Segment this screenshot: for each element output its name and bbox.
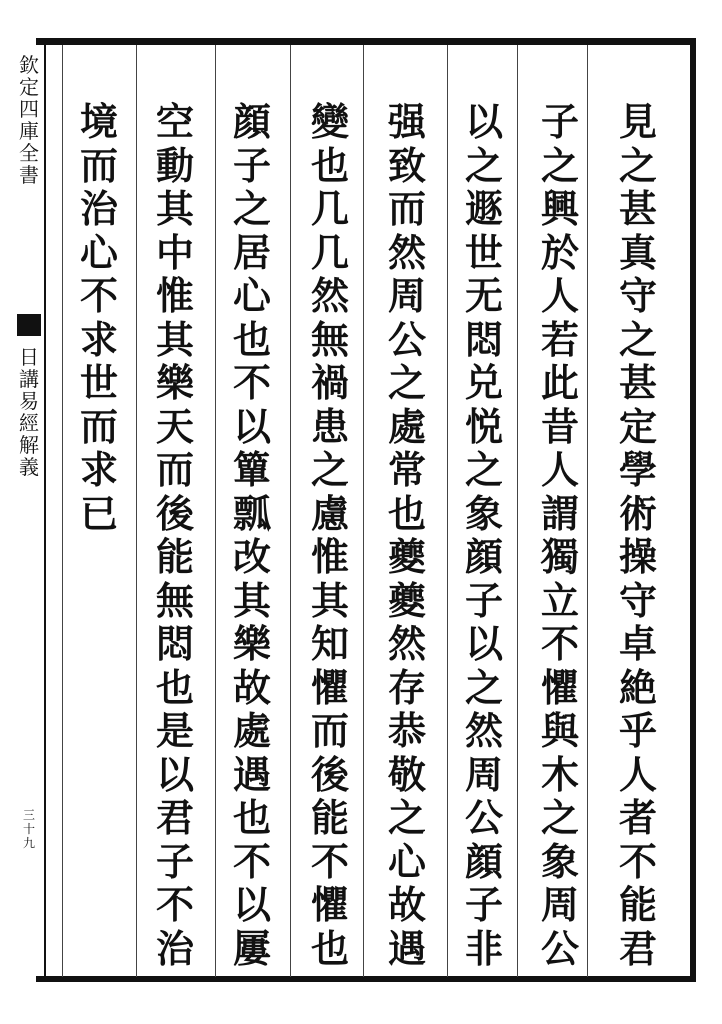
text-char: 無 (310, 316, 349, 362)
text-char: 象 (540, 838, 579, 884)
frame-bottom-border (36, 976, 696, 982)
column-rule (62, 45, 63, 977)
text-char: 以 (155, 751, 194, 797)
text-char: 故 (387, 882, 426, 927)
text-char: 君 (618, 925, 657, 971)
margin-char: 庫 (19, 119, 39, 143)
text-char: 不 (310, 838, 349, 884)
text-char: 不 (232, 838, 271, 884)
text-char: 然 (387, 621, 426, 666)
text-char: 守 (618, 273, 657, 318)
text-char: 操 (618, 534, 657, 579)
text-column-3 (457, 100, 511, 970)
text-char: 悶 (155, 621, 194, 666)
text-char: 顔 (464, 838, 503, 884)
text-char: 之 (464, 447, 503, 492)
text-char: 不 (618, 838, 657, 884)
text-char: 也 (155, 664, 194, 710)
text-char: 其 (155, 186, 194, 231)
margin-char: 九 (22, 836, 35, 850)
text-char: 守 (618, 577, 657, 623)
text-char: 者 (618, 795, 657, 840)
text-char: 心 (79, 229, 118, 275)
text-char: 甚 (618, 360, 657, 405)
text-char: 之 (387, 360, 426, 405)
text-char: 獨 (540, 534, 579, 579)
text-char: 也 (387, 490, 426, 536)
margin-char: 日 (19, 345, 39, 369)
text-column-1 (611, 100, 665, 970)
text-char: 而 (310, 708, 349, 753)
margin-char: 經 (19, 411, 39, 435)
margin-char: 十 (22, 822, 35, 836)
text-char: 此 (540, 360, 579, 405)
volume-title (14, 346, 44, 478)
text-char: 敬 (387, 751, 426, 797)
text-char: 定 (618, 403, 657, 449)
book-title (14, 54, 44, 186)
text-char: 而 (155, 447, 194, 492)
text-char: 世 (79, 360, 118, 405)
text-char: 變 (310, 99, 349, 144)
margin-char: 欽 (19, 53, 39, 77)
text-char: 遇 (232, 751, 271, 797)
text-char: 之 (540, 142, 579, 188)
text-char: 然 (387, 229, 426, 275)
text-char: 几 (310, 229, 349, 275)
text-char: 若 (540, 316, 579, 362)
margin-char: 三 (22, 808, 35, 822)
text-char: 公 (540, 925, 579, 971)
text-char: 樂 (155, 360, 194, 405)
text-char: 兑 (464, 360, 503, 405)
text-char: 存 (387, 664, 426, 710)
text-char: 不 (79, 273, 118, 318)
text-column-6 (225, 100, 279, 970)
text-char: 悶 (464, 316, 503, 362)
text-char: 之 (618, 316, 657, 362)
margin-char: 全 (19, 141, 39, 165)
text-char: 也 (232, 316, 271, 362)
text-char: 之 (310, 447, 349, 492)
text-char: 慮 (310, 490, 349, 536)
text-char: 君 (155, 795, 194, 840)
text-char: 見 (618, 99, 657, 144)
text-char: 術 (618, 490, 657, 536)
text-char: 不 (232, 360, 271, 405)
text-char: 之 (464, 664, 503, 710)
frame-left-border (44, 45, 46, 977)
text-char: 无 (464, 273, 503, 318)
text-char: 遇 (387, 925, 426, 971)
text-char: 悦 (464, 403, 503, 449)
text-char: 學 (618, 447, 657, 492)
column-rule (136, 45, 137, 977)
text-char: 絶 (618, 664, 657, 710)
text-char: 卓 (618, 621, 657, 666)
text-char: 空 (155, 99, 194, 144)
text-column-5 (303, 100, 357, 970)
text-char: 也 (310, 142, 349, 188)
text-char: 而 (79, 403, 118, 449)
text-char: 後 (155, 490, 194, 536)
text-char: 簞 (232, 447, 271, 492)
text-char: 境 (79, 99, 118, 144)
text-column-2 (533, 100, 587, 970)
text-char: 公 (387, 316, 426, 362)
text-char: 子 (232, 142, 271, 188)
text-char: 以 (232, 882, 271, 927)
text-char: 懼 (310, 882, 349, 927)
text-char: 周 (464, 751, 503, 797)
margin-char: 義 (19, 455, 39, 479)
text-char: 屢 (232, 925, 271, 971)
column-rule (517, 45, 518, 977)
text-char: 之 (387, 795, 426, 840)
text-char: 恭 (387, 708, 426, 753)
margin-char: 書 (19, 163, 39, 187)
text-char: 木 (540, 751, 579, 797)
text-char: 遯 (464, 186, 503, 231)
text-char: 然 (464, 708, 503, 753)
text-column-4 (380, 100, 434, 970)
text-char: 後 (310, 751, 349, 797)
column-rule (215, 45, 216, 977)
text-char: 之 (232, 186, 271, 231)
text-char: 改 (232, 534, 271, 579)
text-char: 以 (232, 403, 271, 449)
text-char: 不 (540, 621, 579, 666)
text-char: 無 (155, 577, 194, 623)
text-char: 以 (464, 621, 503, 666)
text-char: 子 (155, 838, 194, 884)
text-char: 人 (618, 751, 657, 797)
text-char: 而 (387, 186, 426, 231)
text-char: 能 (155, 534, 194, 579)
text-char: 心 (387, 838, 426, 884)
frame-right-border (690, 38, 696, 982)
text-char: 之 (540, 795, 579, 840)
text-char: 治 (79, 186, 118, 231)
text-char: 中 (155, 229, 194, 275)
text-char: 世 (464, 229, 503, 275)
text-char: 常 (387, 447, 426, 492)
text-char: 夔 (387, 534, 426, 579)
text-char: 顔 (464, 534, 503, 579)
margin-char: 講 (19, 367, 39, 391)
text-char: 求 (79, 447, 118, 492)
column-rule (363, 45, 364, 977)
text-char: 然 (310, 273, 349, 318)
page-number (14, 808, 44, 850)
text-char: 謂 (540, 490, 579, 536)
text-char: 居 (232, 229, 271, 275)
text-char: 處 (232, 708, 271, 753)
text-char: 懼 (540, 664, 579, 710)
text-char: 治 (155, 925, 194, 971)
text-char: 真 (618, 229, 657, 275)
text-char: 其 (232, 577, 271, 623)
text-char: 與 (540, 708, 579, 753)
text-char: 立 (540, 577, 579, 623)
text-char: 周 (540, 882, 579, 927)
text-char: 夔 (387, 577, 426, 623)
text-char: 能 (310, 795, 349, 840)
text-char: 天 (155, 403, 194, 449)
text-char: 顔 (232, 99, 271, 144)
margin-char: 定 (19, 75, 39, 99)
text-char: 知 (310, 621, 349, 666)
text-char: 子 (540, 99, 579, 144)
column-rule (587, 45, 588, 977)
text-char: 子 (464, 882, 503, 927)
fishtail-mark (17, 314, 41, 336)
text-char: 而 (79, 142, 118, 188)
text-char: 周 (387, 273, 426, 318)
margin-char: 四 (19, 97, 39, 121)
text-char: 於 (540, 229, 579, 275)
text-char: 心 (232, 273, 271, 318)
text-char: 處 (387, 403, 426, 449)
text-char: 興 (540, 186, 579, 231)
text-char: 之 (618, 142, 657, 188)
text-char: 也 (232, 795, 271, 840)
text-char: 之 (464, 142, 503, 188)
text-char: 也 (310, 925, 349, 971)
text-char: 能 (618, 882, 657, 927)
text-char: 患 (310, 403, 349, 449)
text-char: 禍 (310, 360, 349, 405)
text-char: 非 (464, 925, 503, 971)
text-char: 强 (387, 99, 426, 144)
text-char: 已 (79, 490, 118, 536)
column-rule (447, 45, 448, 977)
text-column-8 (72, 100, 126, 970)
text-char: 以 (464, 99, 503, 144)
text-char: 昔 (540, 403, 579, 449)
page-margin (14, 46, 44, 976)
text-column-7 (148, 100, 202, 970)
text-char: 人 (540, 447, 579, 492)
text-char: 子 (464, 577, 503, 623)
text-char: 其 (155, 316, 194, 362)
text-char: 几 (310, 186, 349, 231)
column-rule (290, 45, 291, 977)
text-char: 故 (232, 664, 271, 710)
text-char: 其 (310, 577, 349, 623)
text-char: 致 (387, 142, 426, 188)
text-char: 求 (79, 316, 118, 362)
text-char: 動 (155, 142, 194, 188)
text-char: 甚 (618, 186, 657, 231)
text-char: 象 (464, 490, 503, 536)
text-char: 是 (155, 708, 194, 753)
margin-char: 解 (19, 433, 39, 457)
text-char: 人 (540, 273, 579, 318)
text-char: 不 (155, 882, 194, 927)
text-char: 瓢 (232, 490, 271, 536)
text-char: 公 (464, 795, 503, 840)
text-char: 惟 (155, 273, 194, 318)
frame-top-border (36, 38, 696, 45)
margin-char: 易 (19, 389, 39, 413)
text-char: 樂 (232, 621, 271, 666)
text-char: 乎 (618, 708, 657, 753)
text-char: 惟 (310, 534, 349, 579)
text-char: 懼 (310, 664, 349, 710)
